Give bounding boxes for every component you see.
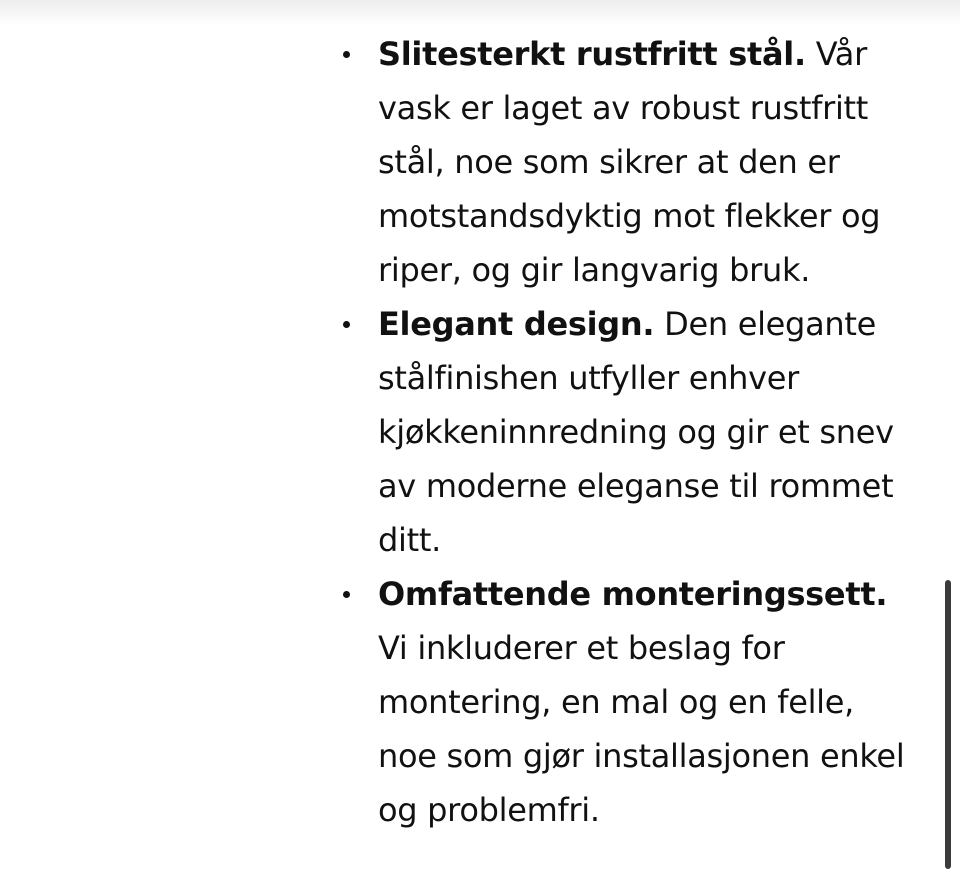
feature-description: Den elegante stålfinishen utfyller enhver kjøkkeninnredning og gir et snev av moderne eleganse til rommet ditt.: [378, 305, 894, 559]
feature-description: Vår vask er laget av robust rustfritt stål, noe som sikrer at den er motstandsdyktig mot flekker og riper, og gir langvarig bruk.: [378, 35, 881, 289]
feature-description: Vi inkluderer et beslag for montering, en mal og en felle, noe som gjør installasjonen enkel og problemfri.: [378, 629, 905, 829]
scrollbar-thumb[interactable]: [945, 580, 951, 869]
feature-title: Omfattende monteringssett.: [378, 575, 888, 613]
product-features: [378, 27, 918, 837]
list-item: [378, 297, 918, 567]
feature-list: [378, 27, 918, 837]
list-item: [378, 27, 918, 297]
feature-title: Elegant design.: [378, 305, 655, 343]
feature-title: Slitesterkt rustfritt stål.: [378, 35, 806, 73]
list-item: [378, 567, 918, 837]
bullet-icon: [343, 591, 350, 598]
bullet-icon: [343, 321, 350, 328]
top-edge-shadow: [0, 0, 960, 26]
bullet-icon: [343, 51, 350, 58]
